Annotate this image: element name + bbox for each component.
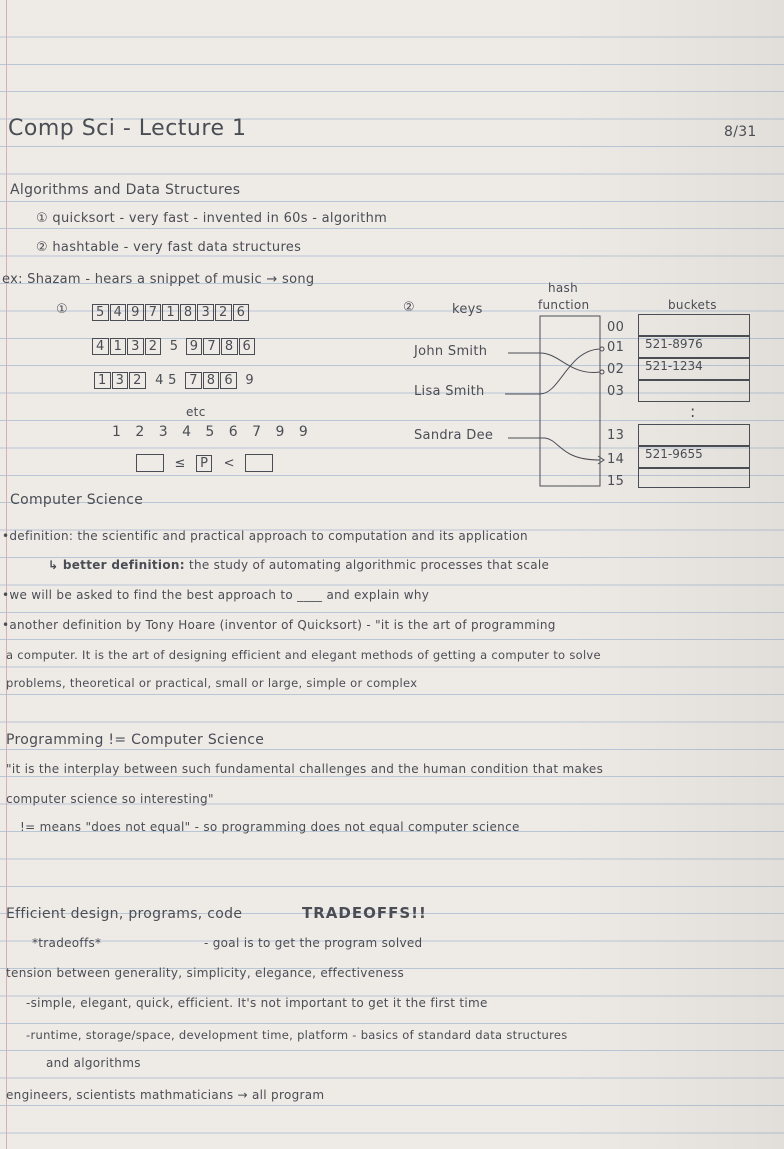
- le-symbol: ≤: [174, 455, 186, 471]
- array-cell: 6: [220, 372, 237, 389]
- text-line: problems, theoretical or practical, small or large, simple or complex: [6, 676, 418, 690]
- quicksort-marker: ①: [56, 302, 68, 317]
- text-line: [48, 558, 549, 572]
- text-line: engineers, scientists mathmaticians → all program: [6, 1088, 325, 1102]
- bucket-value: 521-9655: [645, 447, 703, 461]
- tradeoffs-heading: TRADEOFFS!!: [302, 904, 427, 922]
- array-cell: 6: [239, 338, 256, 355]
- array-cell: 3: [112, 372, 129, 389]
- section-heading-efficient: Efficient design, programs, code: [6, 906, 243, 922]
- mid-values: 4 5: [155, 373, 177, 388]
- array-cell: 3: [127, 338, 144, 355]
- bucket-index: 15: [607, 474, 625, 489]
- hashtable-marker: ②: [403, 300, 415, 315]
- hash-label: hash: [548, 281, 579, 295]
- arrow-head: [600, 347, 604, 351]
- bucket-index: 01: [607, 340, 625, 355]
- date: 8/31: [724, 124, 757, 140]
- etc-label: etc: [186, 405, 206, 419]
- array-cell: 8: [221, 338, 238, 355]
- bucket-value: 521-8976: [645, 337, 703, 351]
- bucket-index: 00: [607, 320, 625, 335]
- text-line: •another definition by Tony Hoare (inventor of Quicksort) - "it is the art of programming: [2, 618, 556, 632]
- function-label: function: [538, 298, 590, 312]
- bucket-index: 02: [607, 362, 625, 377]
- sorted-sequence: 1 2 3 4 5 6 7 9 9: [112, 424, 313, 440]
- text-line: -runtime, storage/space, development time, platform - basics of standard data structures: [26, 1028, 568, 1042]
- array-cell: 2: [215, 304, 232, 321]
- page-title: Comp Sci - Lecture 1: [8, 116, 247, 141]
- text-line: and algorithms: [46, 1056, 141, 1070]
- key-john-smith: John Smith: [414, 344, 488, 359]
- array-cell: 7: [203, 338, 220, 355]
- end-value: 9: [245, 373, 254, 388]
- better-definition-label: ↳ better definition:: [48, 558, 185, 572]
- text-line: •we will be asked to find the best approach to ____ and explain why: [2, 588, 430, 602]
- bucket-index: 14: [607, 452, 625, 467]
- key-lisa-smith: Lisa Smith: [414, 384, 485, 399]
- keys-label: keys: [452, 302, 483, 317]
- buckets-label: buckets: [668, 298, 717, 312]
- array-cell: 5: [92, 304, 109, 321]
- array-cell: 7: [145, 304, 162, 321]
- lt-symbol: <: [223, 455, 235, 471]
- example-line: ex: Shazam - hears a snippet of music → song: [2, 272, 315, 287]
- array-cell: 7: [185, 372, 202, 389]
- text-line: a computer. It is the art of designing efficient and elegant methods of getting a computer to solve: [6, 648, 601, 662]
- array-cell: 9: [186, 338, 203, 355]
- section-heading-programming: Programming != Computer Science: [6, 732, 265, 748]
- array-cell: 2: [129, 372, 146, 389]
- text-line: "it is the interplay between such fundamental challenges and the human condition that makes: [6, 762, 604, 776]
- bucket-index: 13: [607, 428, 625, 443]
- pivot-value: 5: [169, 339, 179, 354]
- bucket-index: 03: [607, 384, 625, 399]
- array-cell: 4: [110, 304, 127, 321]
- arrow-head: [600, 370, 604, 374]
- array-cell: 4: [92, 338, 109, 355]
- better-definition-text: the study of automating algorithmic processes that scale: [188, 558, 550, 572]
- list-item: ① quicksort - very fast - invented in 60s - algorithm: [36, 211, 388, 226]
- text-line: computer science so interesting": [6, 792, 214, 806]
- pivot-box: P: [196, 455, 212, 472]
- array-cell: 1: [110, 338, 127, 355]
- array-cell: 9: [127, 304, 144, 321]
- key-sandra-dee: Sandra Dee: [414, 428, 494, 443]
- array-cell: 8: [203, 372, 220, 389]
- list-item: ② hashtable - very fast data structures: [36, 240, 302, 255]
- text-line: •definition: the scientific and practical approach to computation and its application: [2, 529, 528, 543]
- arrow-sandra-dee: [508, 438, 600, 460]
- array-cell: 8: [180, 304, 197, 321]
- array-cell: 1: [162, 304, 179, 321]
- bucket-value: 521-1234: [645, 359, 703, 373]
- text-line: - goal is to get the program solved: [204, 936, 423, 950]
- array-cell: 6: [233, 304, 250, 321]
- text-line: != means "does not equal" - so programming does not equal computer science: [20, 820, 520, 834]
- array-cell: 1: [94, 372, 111, 389]
- section-heading-cs: Computer Science: [10, 492, 144, 508]
- arrow-john-smith: [508, 353, 600, 372]
- hash-function-box: [540, 316, 600, 486]
- text-line: *tradeoffs*: [32, 936, 102, 950]
- array-cell: 3: [197, 304, 214, 321]
- section-heading-algorithms: Algorithms and Data Structures: [10, 182, 241, 198]
- text-line: tension between generality, simplicity, elegance, effectiveness: [6, 966, 405, 980]
- text-line: -simple, elegant, quick, efficient. It's not important to get it the first time: [26, 996, 488, 1010]
- ellipsis: :: [690, 402, 696, 421]
- array-cell: 2: [145, 338, 162, 355]
